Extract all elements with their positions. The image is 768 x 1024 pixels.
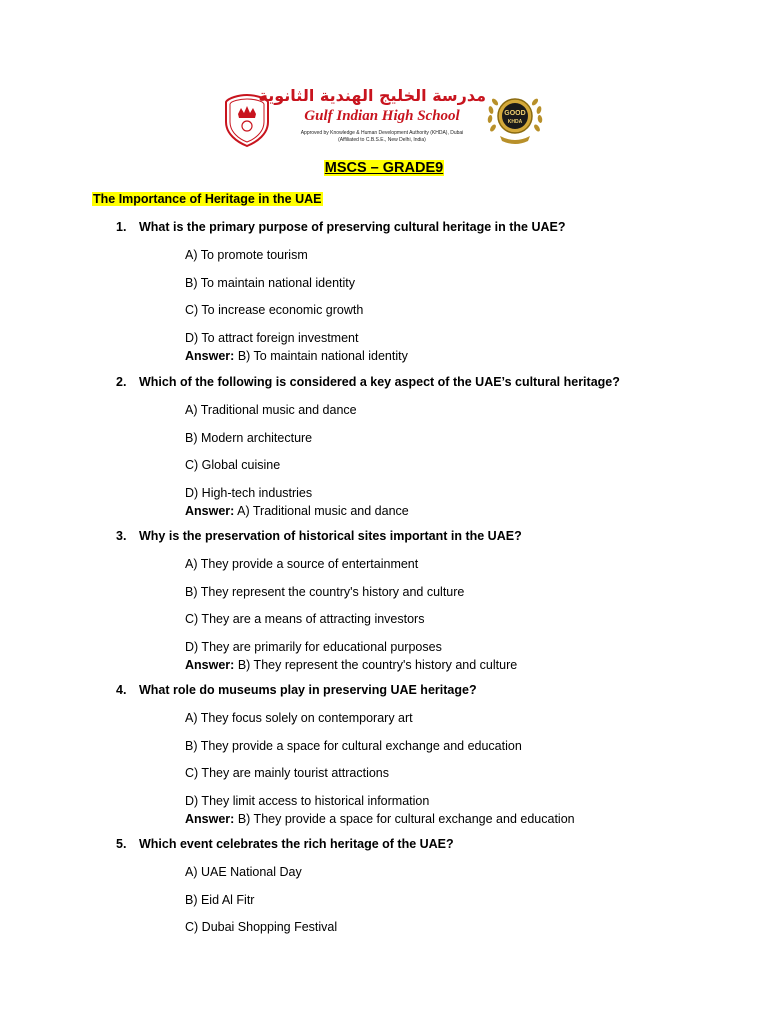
- answer-option: D) To attract foreign investment: [185, 330, 359, 345]
- answer-label: Answer:: [185, 811, 235, 826]
- question-number: 1.: [116, 220, 127, 234]
- affiliation-text: (Affiliated to C.B.S.E., New Delhi, India): [338, 137, 426, 143]
- answer-option: B) Eid Al Fitr: [185, 892, 255, 907]
- badge-rating-text: GOOD: [504, 110, 526, 117]
- question-text: Which event celebrates the rich heritage of the UAE?: [139, 837, 454, 851]
- question-number: 4.: [116, 683, 127, 697]
- answer-option: B) They provide a space for cultural exchange and education: [185, 738, 522, 753]
- answer-line: [185, 349, 408, 363]
- answer-option: D) They are primarily for educational purposes: [185, 639, 442, 654]
- approval-text: Approved by Knowledge & Human Development Authority (KHDA), Dubai: [300, 130, 464, 136]
- answer-label: Answer:: [185, 657, 235, 672]
- school-name-english: Gulf Indian High School: [304, 108, 460, 124]
- answer-line: [185, 658, 517, 672]
- answer-option: A) Traditional music and dance: [185, 403, 357, 417]
- khda-good-rating-badge: [484, 88, 546, 148]
- question-text: Which of the following is considered a key aspect of the UAE’s cultural heritage?: [139, 375, 620, 389]
- answer-option: C) To increase economic growth: [185, 303, 364, 317]
- answer-option: C) Global cuisine: [185, 458, 281, 472]
- question-text: Why is the preservation of historical sites important in the UAE?: [139, 529, 522, 543]
- document-title: MSCS – GRADE9: [324, 160, 444, 176]
- school-header: [222, 86, 546, 150]
- school-name-arabic: مدرسة الخليج الهندية الثانوية: [258, 86, 486, 105]
- answer-option: C) Dubai Shopping Festival: [185, 920, 338, 934]
- answer-label: Answer:: [185, 348, 235, 363]
- answer-option: D) High-tech industries: [185, 485, 313, 500]
- question-number: 5.: [116, 837, 127, 851]
- answer-value: A) Traditional music and dance: [237, 503, 409, 518]
- answer-option: A) To promote tourism: [185, 248, 308, 262]
- answer-line: [185, 504, 409, 518]
- answer-option: A) UAE National Day: [185, 865, 302, 879]
- answer-label: Answer:: [185, 503, 235, 518]
- answer-value: B) To maintain national identity: [237, 348, 408, 363]
- question-text: What is the primary purpose of preserving cultural heritage in the UAE?: [139, 220, 566, 234]
- answer-option: C) They are a means of attracting investors: [185, 612, 425, 626]
- answer-option: B) Modern architecture: [185, 430, 313, 445]
- answer-option: B) To maintain national identity: [185, 275, 356, 290]
- question-number: 2.: [116, 375, 127, 389]
- answer-option: B) They represent the country's history and culture: [185, 584, 465, 599]
- section-heading: The Importance of Heritage in the UAE: [93, 192, 322, 206]
- answer-option: D) They limit access to historical information: [185, 793, 430, 808]
- question-number: 3.: [116, 529, 127, 543]
- answer-option: A) They focus solely on contemporary art: [185, 711, 413, 725]
- answer-option: C) They are mainly tourist attractions: [185, 766, 390, 780]
- question-text: What role do museums play in preserving UAE heritage?: [139, 683, 477, 697]
- badge-authority-text: KHDA: [507, 119, 523, 125]
- answer-value: B) They represent the country's history and culture: [237, 657, 518, 672]
- answer-line: [185, 812, 575, 826]
- answer-option: A) They provide a source of entertainment: [185, 557, 419, 571]
- answer-value: B) They provide a space for cultural exchange and education: [237, 811, 575, 826]
